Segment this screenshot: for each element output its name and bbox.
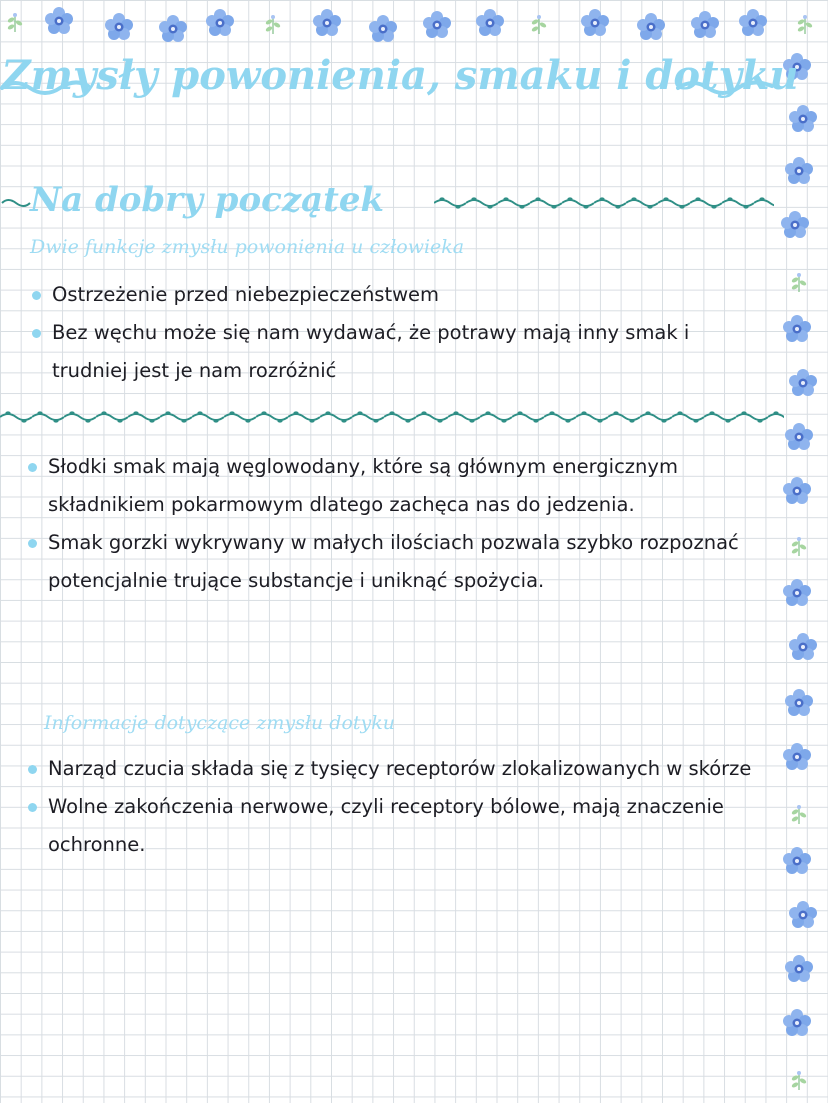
flower-icon [312, 8, 342, 38]
leaf-sprig-icon [6, 12, 24, 32]
list-item: Wolne zakończenia nerwowe, czyli receptory bólowe, mają znaczenie ochronne. [26, 788, 770, 864]
bullet-dot [32, 291, 41, 300]
flower-icon [784, 422, 814, 452]
title-swirl-left [0, 78, 90, 98]
flower-icon [784, 156, 814, 186]
leaf-sprig-icon [790, 536, 808, 556]
flower-icon [580, 8, 610, 38]
touch-list [26, 750, 770, 864]
leaf-sprig-icon [796, 14, 814, 34]
smell-list [30, 276, 770, 390]
flower-icon [690, 10, 720, 40]
vine-divider [0, 410, 784, 424]
bullet-dot [28, 803, 37, 812]
subheading-touch: Informacje dotyczące zmysłu dotyku [44, 712, 395, 734]
flower-icon [104, 12, 134, 42]
flower-icon [782, 742, 812, 772]
list-item: Bez węchu może się nam wydawać, że potrawy mają inny smak i trudniej jest je nam rozróżnić [30, 314, 770, 390]
flower-icon [788, 368, 818, 398]
flower-icon [784, 954, 814, 984]
flower-icon [475, 8, 505, 38]
flower-icon [780, 210, 810, 240]
list-item: Ostrzeżenie przed niebezpieczeństwem [30, 276, 770, 314]
flower-icon [782, 476, 812, 506]
flower-icon [205, 8, 235, 38]
leaf-sprig-icon [790, 804, 808, 824]
list-item: Smak gorzki wykrywany w małych ilościach pozwala szybko rozpoznać potencjalnie trujące substancje i uniknąć spożycia. [26, 524, 770, 600]
leaf-sprig-icon [790, 1070, 808, 1090]
flower-icon [788, 900, 818, 930]
section-heading: Na dobry początek [30, 180, 385, 220]
vine-divider [434, 196, 774, 210]
flower-icon [788, 632, 818, 662]
list-item: Słodki smak mają węglowodany, które są głównym energicznym składnikiem pokarmowym dlatego zachęca nas do jedzenia. [26, 448, 770, 524]
flower-icon [782, 846, 812, 876]
leaf-sprig-icon [530, 14, 548, 34]
subheading-smell: Dwie funkcje zmysłu powonienia u człowieka [30, 236, 465, 258]
taste-list [26, 448, 770, 600]
page-title: Zmysły powonienia, smaku i dotyku [1, 52, 799, 99]
flower-icon [422, 10, 452, 40]
flower-icon [44, 6, 74, 36]
bullet-dot [28, 463, 37, 472]
leaf-sprig-icon [790, 272, 808, 292]
bullet-dot [28, 765, 37, 774]
title-swirl-right [676, 78, 776, 98]
heading-swirl [0, 196, 32, 210]
bullet-dot [32, 329, 41, 338]
flower-icon [738, 8, 768, 38]
flower-icon [368, 14, 398, 44]
flower-icon [636, 12, 666, 42]
flower-icon [782, 1008, 812, 1038]
flower-icon [784, 688, 814, 718]
flower-icon [782, 314, 812, 344]
flower-icon [782, 578, 812, 608]
flower-icon [788, 104, 818, 134]
flower-icon [158, 14, 188, 44]
leaf-sprig-icon [264, 14, 282, 34]
bullet-dot [28, 539, 37, 548]
list-item: Narząd czucia składa się z tysięcy receptorów zlokalizowanych w skórze [26, 750, 770, 788]
